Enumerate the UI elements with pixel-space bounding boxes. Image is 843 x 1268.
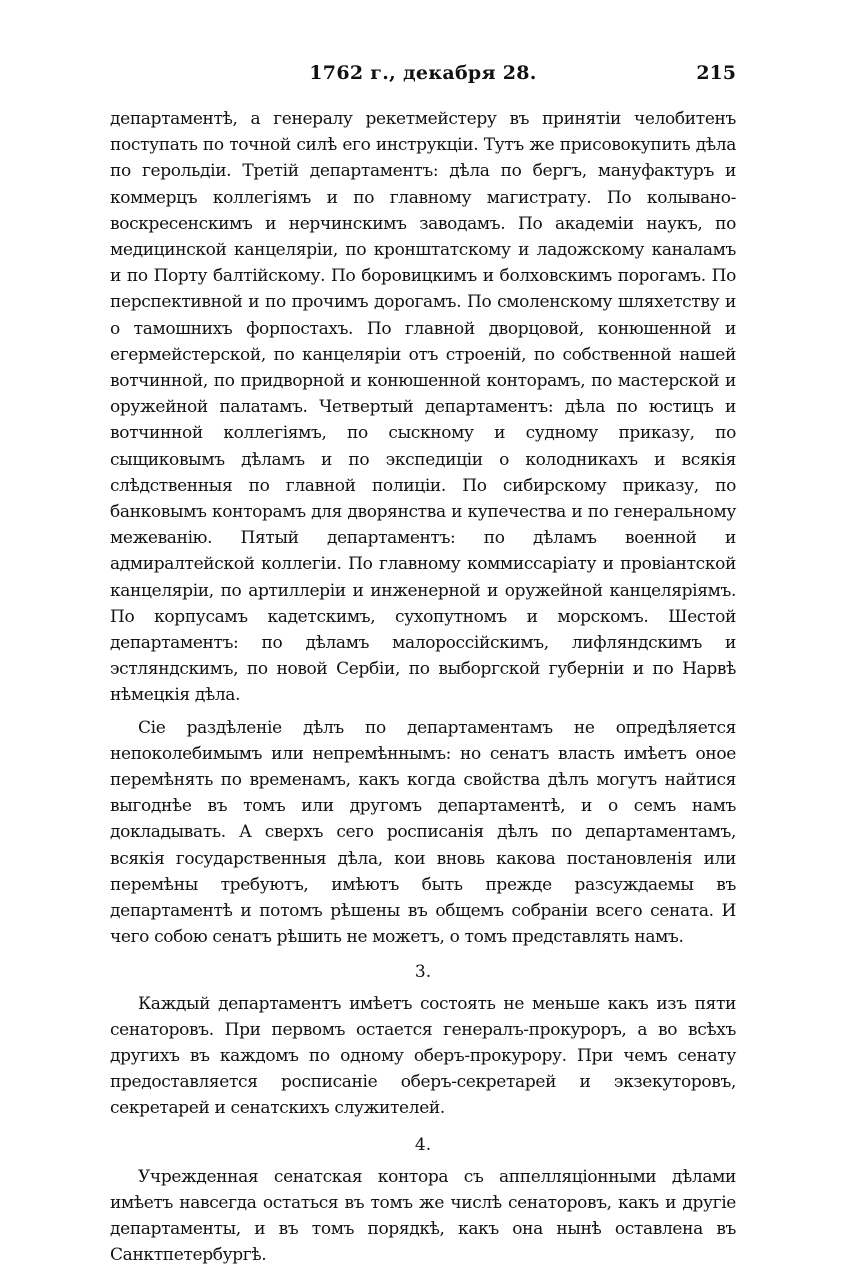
section-number-4: 4. (414, 1134, 432, 1155)
section-3-text: Каждый департаментъ имѣетъ состоять не меньше какъ изъ пяти сенаторовъ. При первомъ остается генералъ-прокуроръ, а во всѣхъ другихъ въ каждомъ по одному оберъ-прокурору. При чемъ сенату предоставляется росписаніе оберъ-секретарей и экзекуторовъ, секретарей и сенатскихъ служителей. (110, 993, 736, 1119)
section-number-3: 3. (414, 961, 432, 982)
page-header (110, 62, 736, 88)
paragraph-division-note: Сіе раздѣленіе дѣлъ по департаментамъ не опредѣляется непоколебимымъ или непремѣннымъ: но сенатъ власть имѣетъ оное перемѣнять по временамъ, какъ когда свойства дѣлъ могутъ найтися выгоднѣе въ томъ или другомъ департаментѣ, и о семъ намъ докладывать. А сверхъ сего росписанія дѣлъ по департаментамъ, всякія государственныя дѣла, кои вновь какова постановленія или перемѣны требуютъ, имѣютъ быть прежде разсуждаемы въ департаментѣ и потомъ рѣшены въ общемъ собраніи всего сената. И чего собою сенатъ рѣшить не можетъ, о томъ представлять намъ. (110, 717, 736, 948)
body-text (110, 106, 736, 1268)
page-number: 215 (696, 62, 736, 84)
section-4-text: Учрежденная сенатская контора съ аппелляціонными дѣлами имѣетъ навсегда остаться въ томъ же числѣ сенаторовъ, какъ и другіе департаменты, и въ томъ порядкѣ, какъ она нынѣ оставлена въ Санктпетербургѣ. (110, 1166, 736, 1266)
header-title: 1762 г., декабря 28. (309, 62, 537, 84)
paragraph-continuation: департаментѣ, а генералу рекетмейстеру въ принятіи челобитенъ поступать по точной силѣ его инструкціи. Тутъ же присовокупить дѣла по герольдіи. Третій департаментъ: дѣла по бергъ, мануфактуръ и коммерцъ коллегіямъ и по главному магистрату. По колывано-воскресенскимъ и нерчинскимъ заводамъ. По академіи наукъ, по медицинской канцеляріи, по кронштатскому и ладожскому каналамъ и по Порту балтійскому. По боровицкимъ и болховскимъ порогамъ. По перспективной и по прочимъ дорогамъ. По смоленскому шляхетству и о тамошнихъ форпостахъ. По главной дворцовой, конюшенной и егермейстерской, по канцеляріи отъ строеній, по собственной нашей вотчинной, по придворной и конюшенной конторамъ, по мастерской и оружейной палатамъ. Четвертый департаментъ: дѣла по юстицъ и вотчинной коллегіямъ, по сыскному и судному приказу, по сыщиковымъ дѣламъ и по экспедиціи о колодникахъ и всякія слѣдственныя по главной полиціи. По сибирскому приказу, по банковымъ конторамъ для дворянства и купечества и по генеральному межеванію. Пятый департаментъ: по дѣламъ военной и адмиралтейской коллегіи. По главному коммиссаріату и провіантской канцеляріи, по артиллеріи и инженерной и оружейной канцеляріямъ. По корпусамъ кадетскимъ, сухопутномъ и морскомъ. Шестой департаментъ: по дѣламъ малороссійскимъ, лифляндскимъ и эстляндскимъ, по новой Сербіи, по выборгской губерніи и по Нарвѣ нѣмецкія дѣла. (110, 109, 736, 706)
